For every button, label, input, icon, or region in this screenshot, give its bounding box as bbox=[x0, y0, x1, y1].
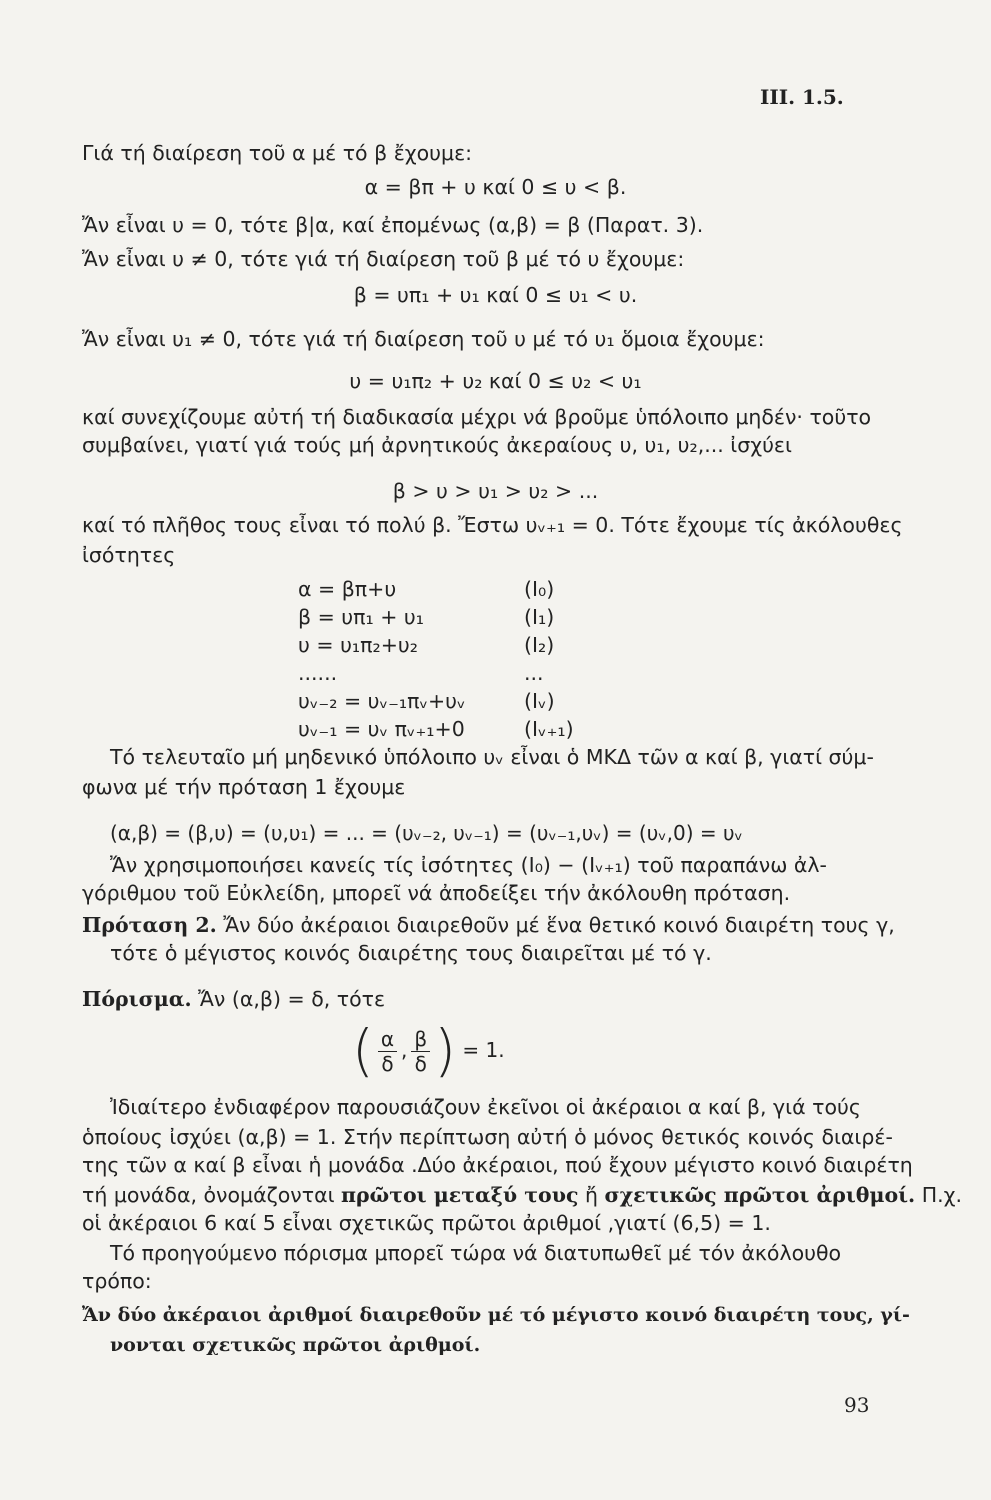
proposition-label: Πρόταση 2. bbox=[82, 913, 217, 937]
equality-tag: (Ι₀) bbox=[524, 577, 555, 601]
text-line: συμβαίνει, γιατί γιά τούς μή ἀρνητικούς ἀκεραίους υ, υ₁, υ₂,... ἰσχύει bbox=[82, 433, 792, 457]
proposition-text: Ἄν δύο ἀκέραιοι διαιρεθοῦν μέ ἕνα θετικό κοινό διαιρέτη τους γ, bbox=[223, 913, 895, 937]
fraction-beta bbox=[411, 1027, 430, 1076]
equality-lhs: υᵥ₋₁ = υᵥ πᵥ₊₁+0 bbox=[298, 717, 465, 741]
equality-lhs: ...... bbox=[298, 661, 338, 685]
equality-lhs: α = βπ+υ bbox=[298, 577, 397, 601]
equalities-tags bbox=[524, 576, 574, 744]
term-coprime-numbers: σχετικῶς πρῶτοι ἀριθμοί. bbox=[604, 1183, 916, 1207]
corollary-text: Ἄν (α,β) = δ, τότε bbox=[198, 987, 386, 1011]
comma: , bbox=[401, 1038, 408, 1062]
equation: υ = υ₁π₂ + υ₂ καί 0 ≤ υ₂ < υ₁ bbox=[349, 369, 642, 393]
text-line: Τό προηγούμενο πόρισμα μπορεῖ τώρα νά διατυπωθεῖ μέ τόν ἀκόλουθο bbox=[110, 1241, 842, 1265]
text-line: Τό τελευταῖο μή μηδενικό ὑπόλοιπο υᵥ εἶναι ὁ ΜΚΔ τῶν α καί β, γιατί σύμ- bbox=[110, 745, 874, 769]
text-line: ἰσότητες bbox=[82, 543, 176, 567]
text-fragment: τή μονάδα, ὀνομάζονται bbox=[82, 1183, 342, 1207]
text-line: οἱ ἀκέραιοι 6 καί 5 εἶναι σχετικῶς πρῶτοι ἀριθμοί ,γιατί (6,5) = 1. bbox=[82, 1211, 771, 1235]
text-line: καί τό πλῆθος τους εἶναι τό πολύ β. Ἔστω υᵥ₊₁ = 0. Τότε ἔχουμε τίς ἀκόλουθες bbox=[82, 513, 903, 537]
text-line: τρόπο: bbox=[82, 1269, 152, 1293]
text-line: ὁποίους ἰσχύει (α,β) = 1. Στήν περίπτωση αὐτή ὁ μόνος θετικός κοινός διαιρέ- bbox=[82, 1125, 893, 1149]
section-number: ΙΙΙ. 1.5. bbox=[760, 85, 844, 109]
denominator: δ bbox=[381, 1052, 394, 1076]
text-line: καί συνεχίζουμε αὐτή τή διαδικασία μέχρι νά βροῦμε ὑπόλοιπο μηδέν· τοῦτο bbox=[82, 405, 872, 429]
text-fragment: ἤ bbox=[578, 1183, 605, 1207]
left-paren: ( bbox=[352, 1018, 374, 1084]
term-relatively-prime: πρῶτοι μεταξύ τους bbox=[341, 1183, 579, 1207]
equality-tag: ... bbox=[524, 661, 544, 685]
equality-lhs: υᵥ₋₂ = υᵥ₋₁πᵥ+υᵥ bbox=[298, 689, 466, 713]
page-number: 93 bbox=[844, 1393, 870, 1417]
text-line: της τῶν α καί β εἶναι ἡ μονάδα .Δύο ἀκέραιοι, πού ἔχουν μέγιστο κοινό διαιρέτη bbox=[82, 1153, 913, 1177]
equality-tag: (Ι₁) bbox=[524, 605, 555, 629]
text-fragment: Π.χ. bbox=[915, 1183, 962, 1207]
corollary-equation bbox=[352, 1018, 505, 1084]
equality-lhs: υ = υ₁π₂+υ₂ bbox=[298, 633, 418, 657]
denominator: δ bbox=[414, 1052, 427, 1076]
proposition bbox=[82, 912, 895, 938]
equals-one: = 1. bbox=[462, 1038, 505, 1062]
equalities-lhs bbox=[298, 576, 466, 744]
text-line: Ἄν εἶναι υ ≠ 0, τότε γιά τή διαίρεση τοῦ β μέ τό υ ἔχουμε: bbox=[82, 247, 685, 271]
equation: β > υ > υ₁ > υ₂ > ... bbox=[392, 479, 599, 503]
text-line: Ἄν χρησιμοποιήσει κανείς τίς ἰσότητες (Ι₀) − (Ιᵥ₊₁) τοῦ παραπάνω ἀλ- bbox=[110, 853, 827, 877]
equality-tag: (Ιᵥ) bbox=[524, 689, 555, 713]
equation: (α,β) = (β,υ) = (υ,υ₁) = ... = (υᵥ₋₂, υᵥ₋₁) = (υᵥ₋₁,υᵥ) = (υᵥ,0) = υᵥ bbox=[110, 821, 743, 845]
equality-tag: (Ι₂) bbox=[524, 633, 555, 657]
equation: β = υπ₁ + υ₁ καί 0 ≤ υ₁ < υ. bbox=[353, 283, 638, 307]
text-line-bold: Ἄν δύο ἀκέραιοι ἀριθμοί διαιρεθοῦν μέ τό μέγιστο κοινό διαιρέτη τους, γί- bbox=[82, 1304, 910, 1326]
text-line-definition bbox=[82, 1182, 962, 1208]
fraction-alpha bbox=[378, 1027, 397, 1076]
text-line: γόριθμου τοῦ Εὐκλείδη, μπορεῖ νά ἀποδείξει τήν ἀκόλουθη πρόταση. bbox=[82, 881, 791, 905]
corollary bbox=[82, 986, 385, 1012]
numerator: β bbox=[411, 1027, 430, 1052]
numerator: α bbox=[378, 1027, 397, 1052]
text-line: τότε ὁ μέγιστος κοινός διαιρέτης τους διαιρεῖται μέ τό γ. bbox=[110, 941, 712, 965]
text-line-bold: νονται σχετικῶς πρῶτοι ἀριθμοί. bbox=[110, 1334, 481, 1356]
text-line: φωνα μέ τήν πρόταση 1 ἔχουμε bbox=[82, 775, 406, 799]
text-line: Ἄν εἶναι υ₁ ≠ 0, τότε γιά τή διαίρεση τοῦ υ μέ τό υ₁ ὅμοια ἔχουμε: bbox=[82, 327, 765, 351]
equation: α = βπ + υ καί 0 ≤ υ < β. bbox=[364, 175, 627, 199]
text-line: Ἰδιαίτερο ἐνδιαφέρον παρουσιάζουν ἐκεῖνοι οἱ ἀκέραιοι α καί β, γιά τούς bbox=[110, 1095, 861, 1119]
corollary-label: Πόρισμα. bbox=[82, 987, 192, 1011]
text-line: Ἄν εἶναι υ = 0, τότε β|α, καί ἐπομένως (α,β) = β (Παρατ. 3). bbox=[82, 213, 704, 237]
equality-lhs: β = υπ₁ + υ₁ bbox=[298, 605, 425, 629]
text-line: Γιά τή διαίρεση τοῦ α μέ τό β ἔχουμε: bbox=[82, 141, 473, 165]
right-paren: ) bbox=[434, 1018, 457, 1084]
equality-tag: (Ιᵥ₊₁) bbox=[524, 717, 574, 741]
